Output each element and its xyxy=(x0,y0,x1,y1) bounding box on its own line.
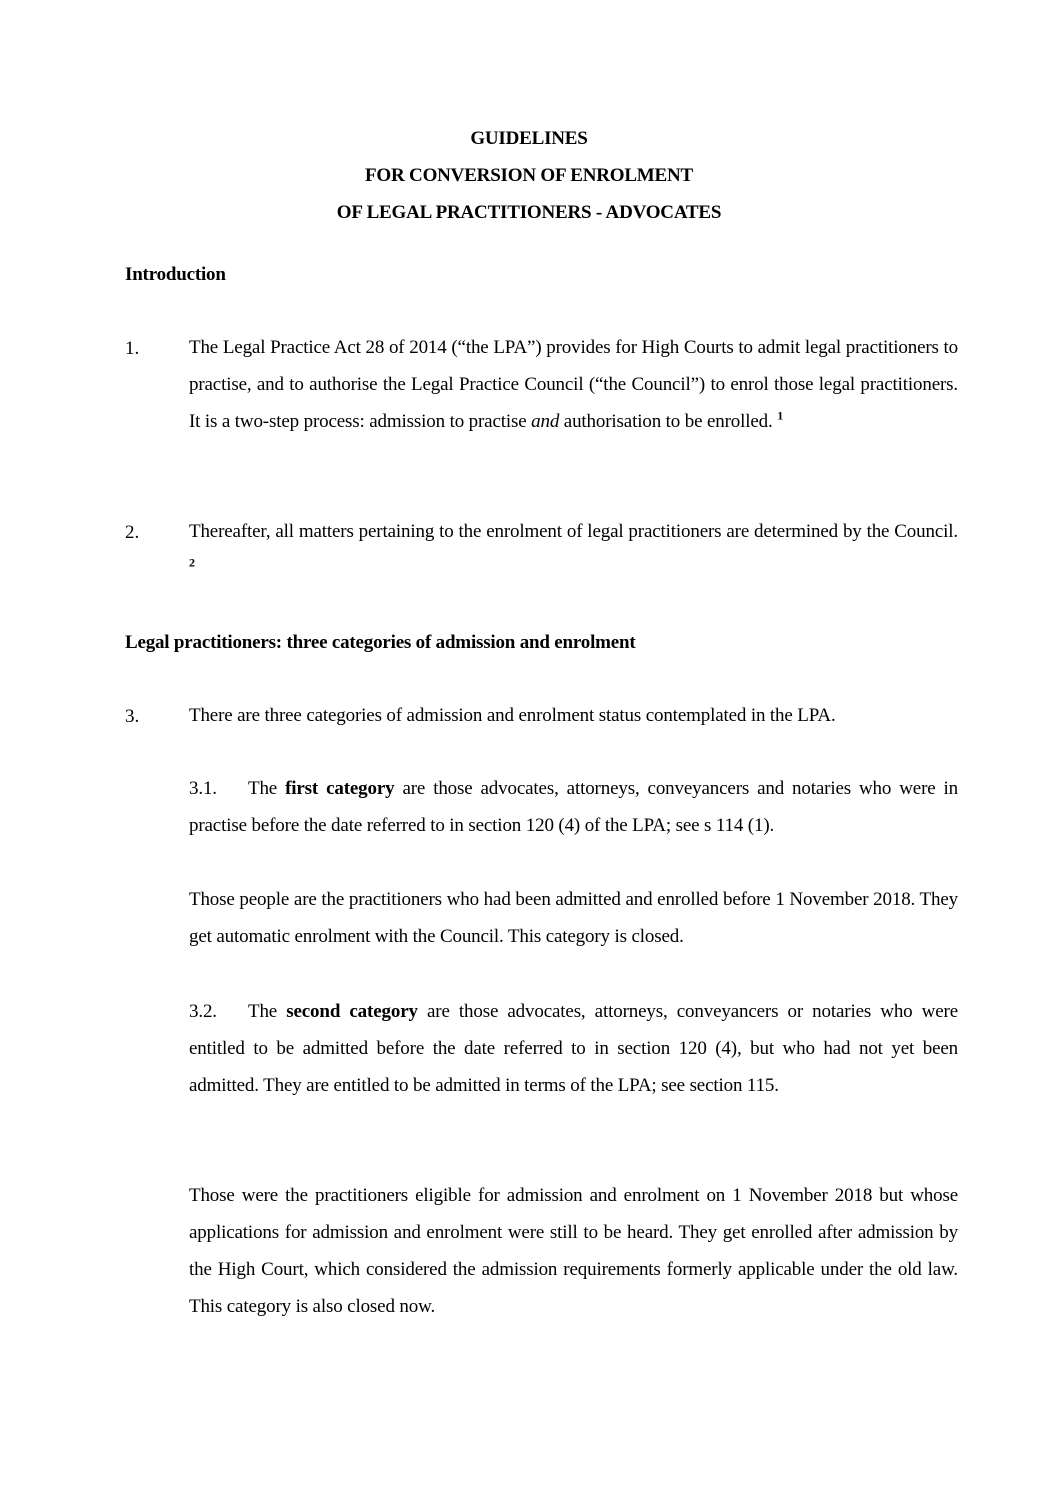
subparagraph-3-1-text-end: are those advocates, attorneys, conveyancers and notaries who were in practise before the date referred to in section 120 (4) of the LPA; see s 114 (1). xyxy=(189,778,958,836)
title-line-3: OF LEGAL PRACTITIONERS - ADVOCATES xyxy=(336,202,722,223)
paragraph-2-text: Thereafter, all matters pertaining to the enrolment of legal practitioners are determined by the Council. xyxy=(189,521,958,542)
title-line-1: GUIDELINES xyxy=(470,128,588,149)
subparagraph-3-1-text: The xyxy=(248,778,286,799)
subparagraph-3-2 xyxy=(189,993,958,1104)
subparagraph-number-3-2: 3.2. xyxy=(189,1001,217,1022)
paragraph-2 xyxy=(189,513,958,587)
section-heading-categories: Legal practitioners: three categories of admission and enrolment xyxy=(125,632,636,653)
paragraph-1 xyxy=(189,329,958,440)
paragraph-number-1: 1. xyxy=(125,338,140,359)
paragraph-1-text-end: authorisation to be enrolled. xyxy=(559,411,778,432)
subparagraph-3-2-text-end: are those advocates, attorneys, conveyancers or notaries who were entitled to be admitted before the date referred to in section 120 (4), but who had not yet been admitted. They are entitled to be admitted in terms of the LPA; see section 115. xyxy=(189,1001,958,1096)
footnote-ref-2[interactable]: 2 xyxy=(189,555,195,570)
paragraph-3 xyxy=(189,697,958,734)
paragraph-1-italic: and xyxy=(531,411,560,432)
subparagraph-3-2-text: The xyxy=(248,1001,287,1022)
footnote-ref-1[interactable]: 1 xyxy=(777,408,784,423)
paragraph-1-text: The Legal Practice Act 28 of 2014 (“the LPA”) provides for High Courts to admit legal practitioners to practise, and to authorise the Legal Practice Council (“the Council”) to enrol those legal practitioners. It is a two-step process: admission to practise xyxy=(189,337,958,432)
paragraph-number-2: 2. xyxy=(125,522,140,543)
title-line-2: FOR CONVERSION OF ENROLMENT xyxy=(365,165,693,186)
paragraph-3-text: There are three categories of admission and enrolment status contemplated in the LPA. xyxy=(189,705,836,726)
subparagraph-3-1-bold: first category xyxy=(285,778,395,799)
subparagraph-3-2-bold: second category xyxy=(286,1001,418,1022)
section-heading-introduction: Introduction xyxy=(125,264,226,285)
subparagraph-number-3-1: 3.1. xyxy=(189,778,217,799)
subparagraph-3-2-follow-up: Those were the practitioners eligible for admission and enrolment on 1 November 2018 but whose applications for admission and enrolment were still to be heard. They get enrolled after admission by the High Court, which considered the admission requirements formerly applicable under the old law. This category is also closed now. xyxy=(189,1185,958,1317)
subparagraph-3-1 xyxy=(189,770,958,844)
paragraph-number-3: 3. xyxy=(125,706,140,727)
subparagraph-3-1-follow-up: Those people are the practitioners who had been admitted and enrolled before 1 November 2018. They get automatic enrolment with the Council. This category is closed. xyxy=(189,889,958,947)
